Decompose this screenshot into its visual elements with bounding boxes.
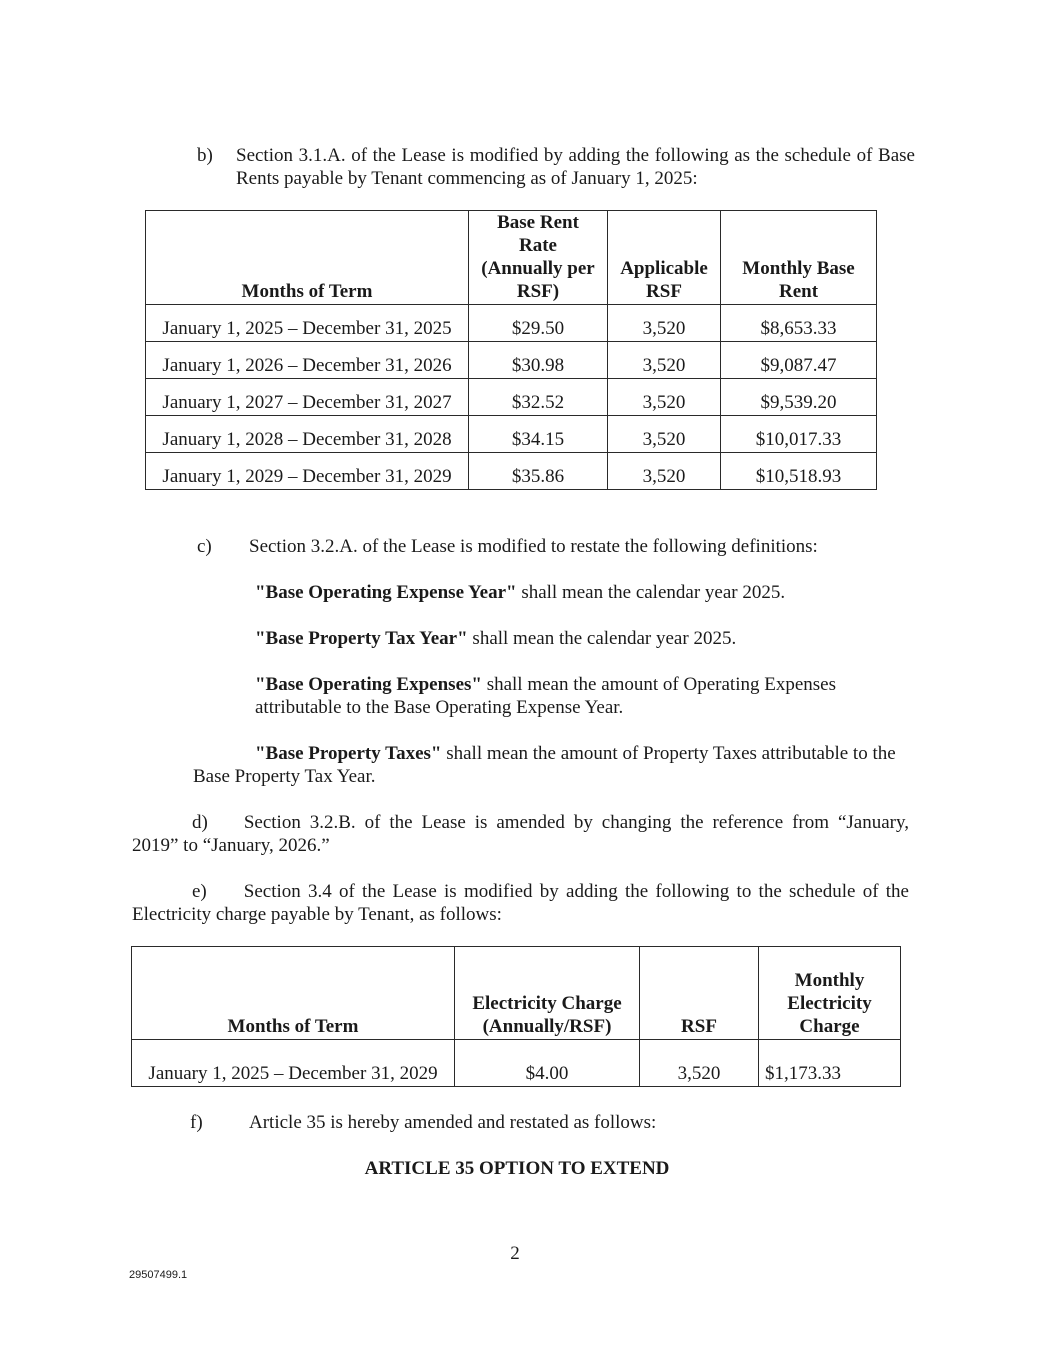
section-e-text: Section 3.4 of the Lease is modified by adding the following to the schedule of the Electricity charge payable by Tenant, as follows: — [132, 881, 909, 925]
cell-rsf: 3,520 — [608, 342, 721, 379]
page-number: 2 — [510, 1243, 520, 1264]
section-d-text: Section 3.2.B. of the Lease is amended by changing the reference from “January, 2019” to “January, 2026.” — [132, 812, 909, 856]
cell-monthly-rent: $9,539.20 — [721, 379, 877, 416]
section-f-marker: f) — [190, 1112, 203, 1133]
definition-text: shall mean the calendar year 2025. — [516, 582, 786, 603]
header-monthly-electricity-charge: Monthly Electricity Charge — [759, 947, 901, 1040]
base-rent-header-row — [146, 211, 877, 305]
section-d — [132, 811, 909, 857]
header-monthly-base-rent: Monthly Base Rent — [721, 211, 877, 305]
cell-monthly-rent: $8,653.33 — [721, 305, 877, 342]
cell-rate: $30.98 — [469, 342, 608, 379]
section-c-marker: c) — [197, 536, 212, 557]
cell-monthly-rent: $9,087.47 — [721, 342, 877, 379]
section-e-marker: e) — [192, 881, 207, 902]
definition-text: shall mean the amount of Operating Expenses attributable to the Base Operating Expense Year. — [255, 674, 836, 718]
definition-base-operating-expenses — [255, 673, 895, 719]
cell-months: January 1, 2028 – December 31, 2028 — [146, 416, 469, 453]
section-d-marker: d) — [192, 812, 208, 833]
definition-term: "Base Operating Expense Year" — [255, 582, 517, 603]
definition-term: "Base Property Taxes" — [255, 743, 442, 764]
header-electricity-charge: Electricity Charge (Annually/RSF) — [455, 947, 640, 1040]
cell-rate: $32.52 — [469, 379, 608, 416]
header-applicable-rsf: Applicable RSF — [608, 211, 721, 305]
cell-months: January 1, 2025 – December 31, 2029 — [132, 1040, 455, 1087]
table-row — [146, 342, 877, 379]
article-title: ARTICLE 35 OPTION TO EXTEND — [364, 1158, 670, 1179]
section-b-marker: b) — [197, 145, 213, 166]
cell-rsf: 3,520 — [640, 1040, 759, 1087]
table-row — [132, 1040, 901, 1087]
definition-base-property-taxes — [193, 742, 905, 788]
cell-electricity-charge: $4.00 — [455, 1040, 640, 1087]
electricity-table — [131, 946, 901, 1087]
cell-monthly-rent: $10,518.93 — [721, 453, 877, 490]
section-f-text: Article 35 is hereby amended and restated as follows: — [249, 1112, 657, 1133]
definition-term: "Base Property Tax Year" — [255, 628, 468, 649]
cell-monthly-electricity: $1,173.33 — [759, 1040, 901, 1087]
header-base-rent-rate: Base Rent Rate (Annually per RSF) — [469, 211, 608, 305]
cell-months: January 1, 2027 – December 31, 2027 — [146, 379, 469, 416]
table-row — [146, 379, 877, 416]
header-months-of-term: Months of Term — [132, 947, 455, 1040]
section-b-text: Section 3.1.A. of the Lease is modified by adding the following as the schedule of Base Rents payable by Tenant commencing as of January 1, 2025: — [236, 145, 915, 189]
definition-base-operating-expense-year — [255, 581, 785, 604]
table-row — [146, 305, 877, 342]
section-e — [132, 880, 909, 926]
base-rent-table — [145, 210, 877, 490]
definition-text: shall mean the amount of Property Taxes attributable to the Base Property Tax Year. — [193, 743, 896, 787]
cell-months: January 1, 2026 – December 31, 2026 — [146, 342, 469, 379]
cell-monthly-rent: $10,017.33 — [721, 416, 877, 453]
definition-base-property-tax-year — [255, 627, 736, 650]
definition-text: shall mean the calendar year 2025. — [467, 628, 737, 649]
cell-rate: $35.86 — [469, 453, 608, 490]
cell-rsf: 3,520 — [608, 305, 721, 342]
cell-rate: $29.50 — [469, 305, 608, 342]
header-base-rent-rate-rest: (Annually per RSF) — [481, 258, 595, 302]
header-months-of-term: Months of Term — [146, 211, 469, 305]
header-rsf: RSF — [640, 947, 759, 1040]
electricity-header-row — [132, 947, 901, 1040]
cell-rsf: 3,520 — [608, 379, 721, 416]
definition-term: "Base Operating Expenses" — [255, 674, 482, 695]
cell-rate: $34.15 — [469, 416, 608, 453]
cell-months: January 1, 2025 – December 31, 2025 — [146, 305, 469, 342]
table-row — [146, 416, 877, 453]
document-id: 29507499.1 — [129, 1269, 188, 1281]
cell-rsf: 3,520 — [608, 416, 721, 453]
cell-months: January 1, 2029 – December 31, 2029 — [146, 453, 469, 490]
table-row — [146, 453, 877, 490]
cell-rsf: 3,520 — [608, 453, 721, 490]
section-c-text: Section 3.2.A. of the Lease is modified to restate the following definitions: — [249, 536, 818, 557]
